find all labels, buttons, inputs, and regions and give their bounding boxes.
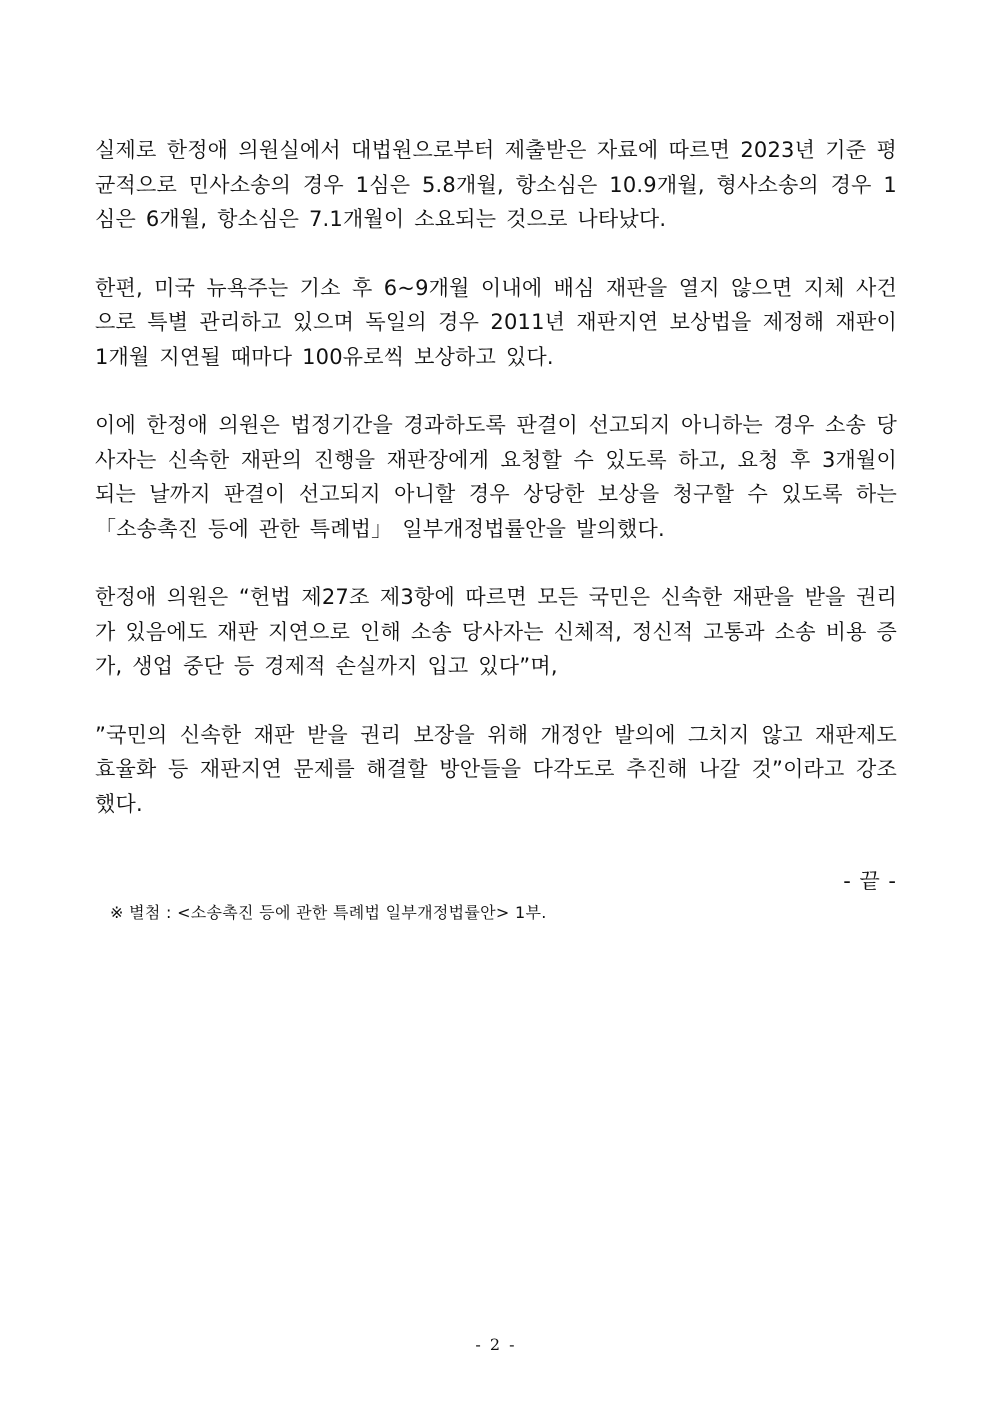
page-number: - 2 - — [475, 1335, 517, 1354]
paragraph-foreign-cases: 한편, 미국 뉴욕주는 기소 후 6~9개월 이내에 배심 재판을 열지 않으면 지체 사건으로 특별 관리하고 있으며 독일의 경우 2011년 재판지연 보상법을 제정해 재판이 1개월 지연될 때마다 100유로씩 보상하고 있다. — [95, 275, 897, 369]
end-mark: - 끝 - — [843, 869, 897, 893]
document-body — [95, 133, 897, 855]
paragraph-trial-duration-stats: 실제로 한정애 의원실에서 대법원으로부터 제출받은 자료에 따르면 2023년 기준 평균적으로 민사소송의 경우 1심은 5.8개월, 항소심은 10.9개월, 형사소송의 경우 1심은 6개월, 항소심은 7.1개월이 소요되는 것으로 나타났다. — [95, 138, 897, 231]
attachment-note: ※ 별첨 : <소송촉진 등에 관한 특례법 일부개정법률안> 1부. — [110, 903, 547, 922]
paragraph-closing-quote: ”국민의 신속한 재판 받을 권리 보장을 위해 개정안 발의에 그치지 않고 재판제도 효율화 등 재판지연 문제를 해결할 방안들을 다각도로 추진해 나갈 것”이라고 강조했다. — [95, 722, 897, 816]
paragraph-lawmaker-quote: 한정애 의원은 “헌법 제27조 제3항에 따르면 모든 국민은 신속한 재판을 받을 권리가 있음에도 재판 지연으로 인해 소송 당사자는 신체적, 정신적 고통과 소송 비용 증가, 생업 중단 등 경제적 손실까지 입고 있다”며, — [95, 585, 897, 678]
paragraph-bill-proposal: 이에 한정애 의원은 법정기간을 경과하도록 판결이 선고되지 아니하는 경우 소송 당사자는 신속한 재판의 진행을 재판장에게 요청할 수 있도록 하고, 요청 후 3개월이 되는 날까지 판결이 선고되지 아니할 경우 상당한 보상을 청구할 수 있도록 하는 「소송촉진 등에 관한 특례법」 일부개정법률안을 발의했다. — [95, 413, 897, 541]
